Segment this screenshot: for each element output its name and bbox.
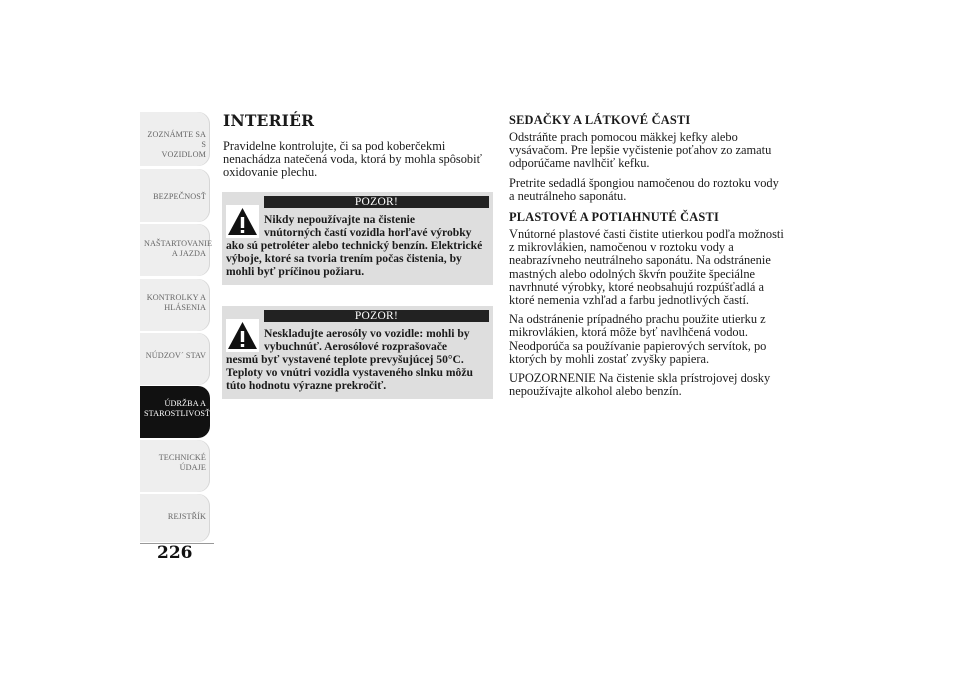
- page-number: 226: [157, 543, 193, 563]
- tab-label: HLÁSENIA: [164, 303, 206, 312]
- warning-line: vnútorných častí vozidla horľavé výrobky: [264, 226, 472, 239]
- warning-title-bar: POZOR!: [264, 310, 489, 322]
- sidebar-tab-maintenance[interactable]: [140, 386, 210, 438]
- warning-box-aerosols: [222, 306, 493, 399]
- left-column: [223, 111, 493, 180]
- tab-label: NÚDZOV´ STAV: [145, 351, 206, 360]
- subheading-plastic-parts: PLASTOVÉ A POTIAHNUTÉ ČASTI: [509, 210, 720, 225]
- sidebar-tab-starting-driving[interactable]: [140, 224, 213, 276]
- tab-label: STAROSTLIVOSŤ: [144, 409, 211, 418]
- warning-text: [226, 327, 489, 392]
- sidebar-tab-technical-data[interactable]: [140, 440, 210, 492]
- tab-label: TECHNICKÉ: [158, 453, 206, 462]
- warning-line: Nikdy nepoužívajte na čistenie: [264, 213, 416, 226]
- warning-box-flammable: [222, 192, 493, 285]
- sidebar-tab-warning-lights[interactable]: [140, 279, 210, 331]
- paragraph: Vnútorné plastové časti čistite utierkou podľa možnosti z mikrovlákien, namočenou v roztoku vody a neabrazívneho neutrálneho saponátu. Na odstránenie mastných alebo odolných škvŕn použite špeciálne navrhnuté výrobky, ktoré neobsahujú rozpúšťadlá a ktoré nemenia vzhľad a farbu jednotlivých častí.: [509, 227, 784, 308]
- warning-title-bar: POZOR!: [264, 196, 489, 208]
- paragraph: Odstráňte prach pomocou mäkkej kefky alebo vysávačom. Pre lepšie vyčistenie poťahov zo zamatu odporúčame navlhčiť kefku.: [509, 130, 772, 171]
- warning-line: ako sú petroléter alebo technický benzín. Elektrické výboje, ktoré sa tvoria trením počas čistenia, by mohli byť príčinou požiaru.: [226, 239, 483, 278]
- tab-label: REJSTŘÍK: [167, 512, 206, 521]
- tab-label: NAŠTARTOVANIE: [144, 239, 213, 248]
- warning-text: [226, 213, 489, 278]
- sidebar-tab-safety[interactable]: [140, 169, 210, 222]
- tab-label: ÚDRŽBA A: [164, 399, 206, 408]
- section-heading-interior: INTERIÉR: [223, 111, 315, 130]
- intro-paragraph: Pravidelne kontrolujte, či sa pod koberčekmi nenachádza natečená voda, ktorá by mohla spôsobiť oxidovanie plechu.: [223, 139, 482, 180]
- tab-label: BEZPEČNOSŤ: [153, 192, 206, 201]
- sidebar-tab-index[interactable]: [140, 494, 210, 542]
- tab-label: KONTROLKY A: [146, 293, 206, 302]
- tab-label: ZOZNÁMTE SA S: [147, 130, 206, 149]
- sidebar-tab-emergency[interactable]: [140, 333, 210, 385]
- tab-label: VOZIDLOM: [161, 150, 206, 159]
- paragraph: Pretrite sedadlá špongiou namočenou do roztoku vody a neutrálneho saponátu.: [509, 175, 779, 203]
- notice-paragraph: UPOZORNENIE Na čistenie skla prístrojovej dosky nepoužívajte alkohol alebo benzín.: [509, 371, 771, 399]
- warning-line: nesmú byť vystavené teplote prevyšujúcej 50°C. Teploty vo vnútri vozidla vystaveného slnku môžu túto hodnotu výrazne prekročiť.: [226, 353, 473, 392]
- subheading-seats: SEDAČKY A LÁTKOVÉ ČASTI: [509, 113, 691, 127]
- right-column: [509, 113, 784, 398]
- tab-label: ÚDAJE: [179, 463, 206, 472]
- warning-line: vybuchnúť. Aerosólové rozprašovače: [264, 340, 448, 353]
- sidebar-tab-getting-started[interactable]: [140, 112, 210, 166]
- warning-line: Neskladujte aerosóly vo vozidle: mohli by: [264, 327, 470, 340]
- paragraph: Na odstránenie prípadného prachu použite utierku z mikrovlákien, ktorá môže byť navlhčená vodou. Neodporúča sa používanie papierových servítok, po ktorých by mohli zostať zvyšky papiera.: [509, 312, 767, 366]
- tab-label: A JAZDA: [171, 249, 206, 258]
